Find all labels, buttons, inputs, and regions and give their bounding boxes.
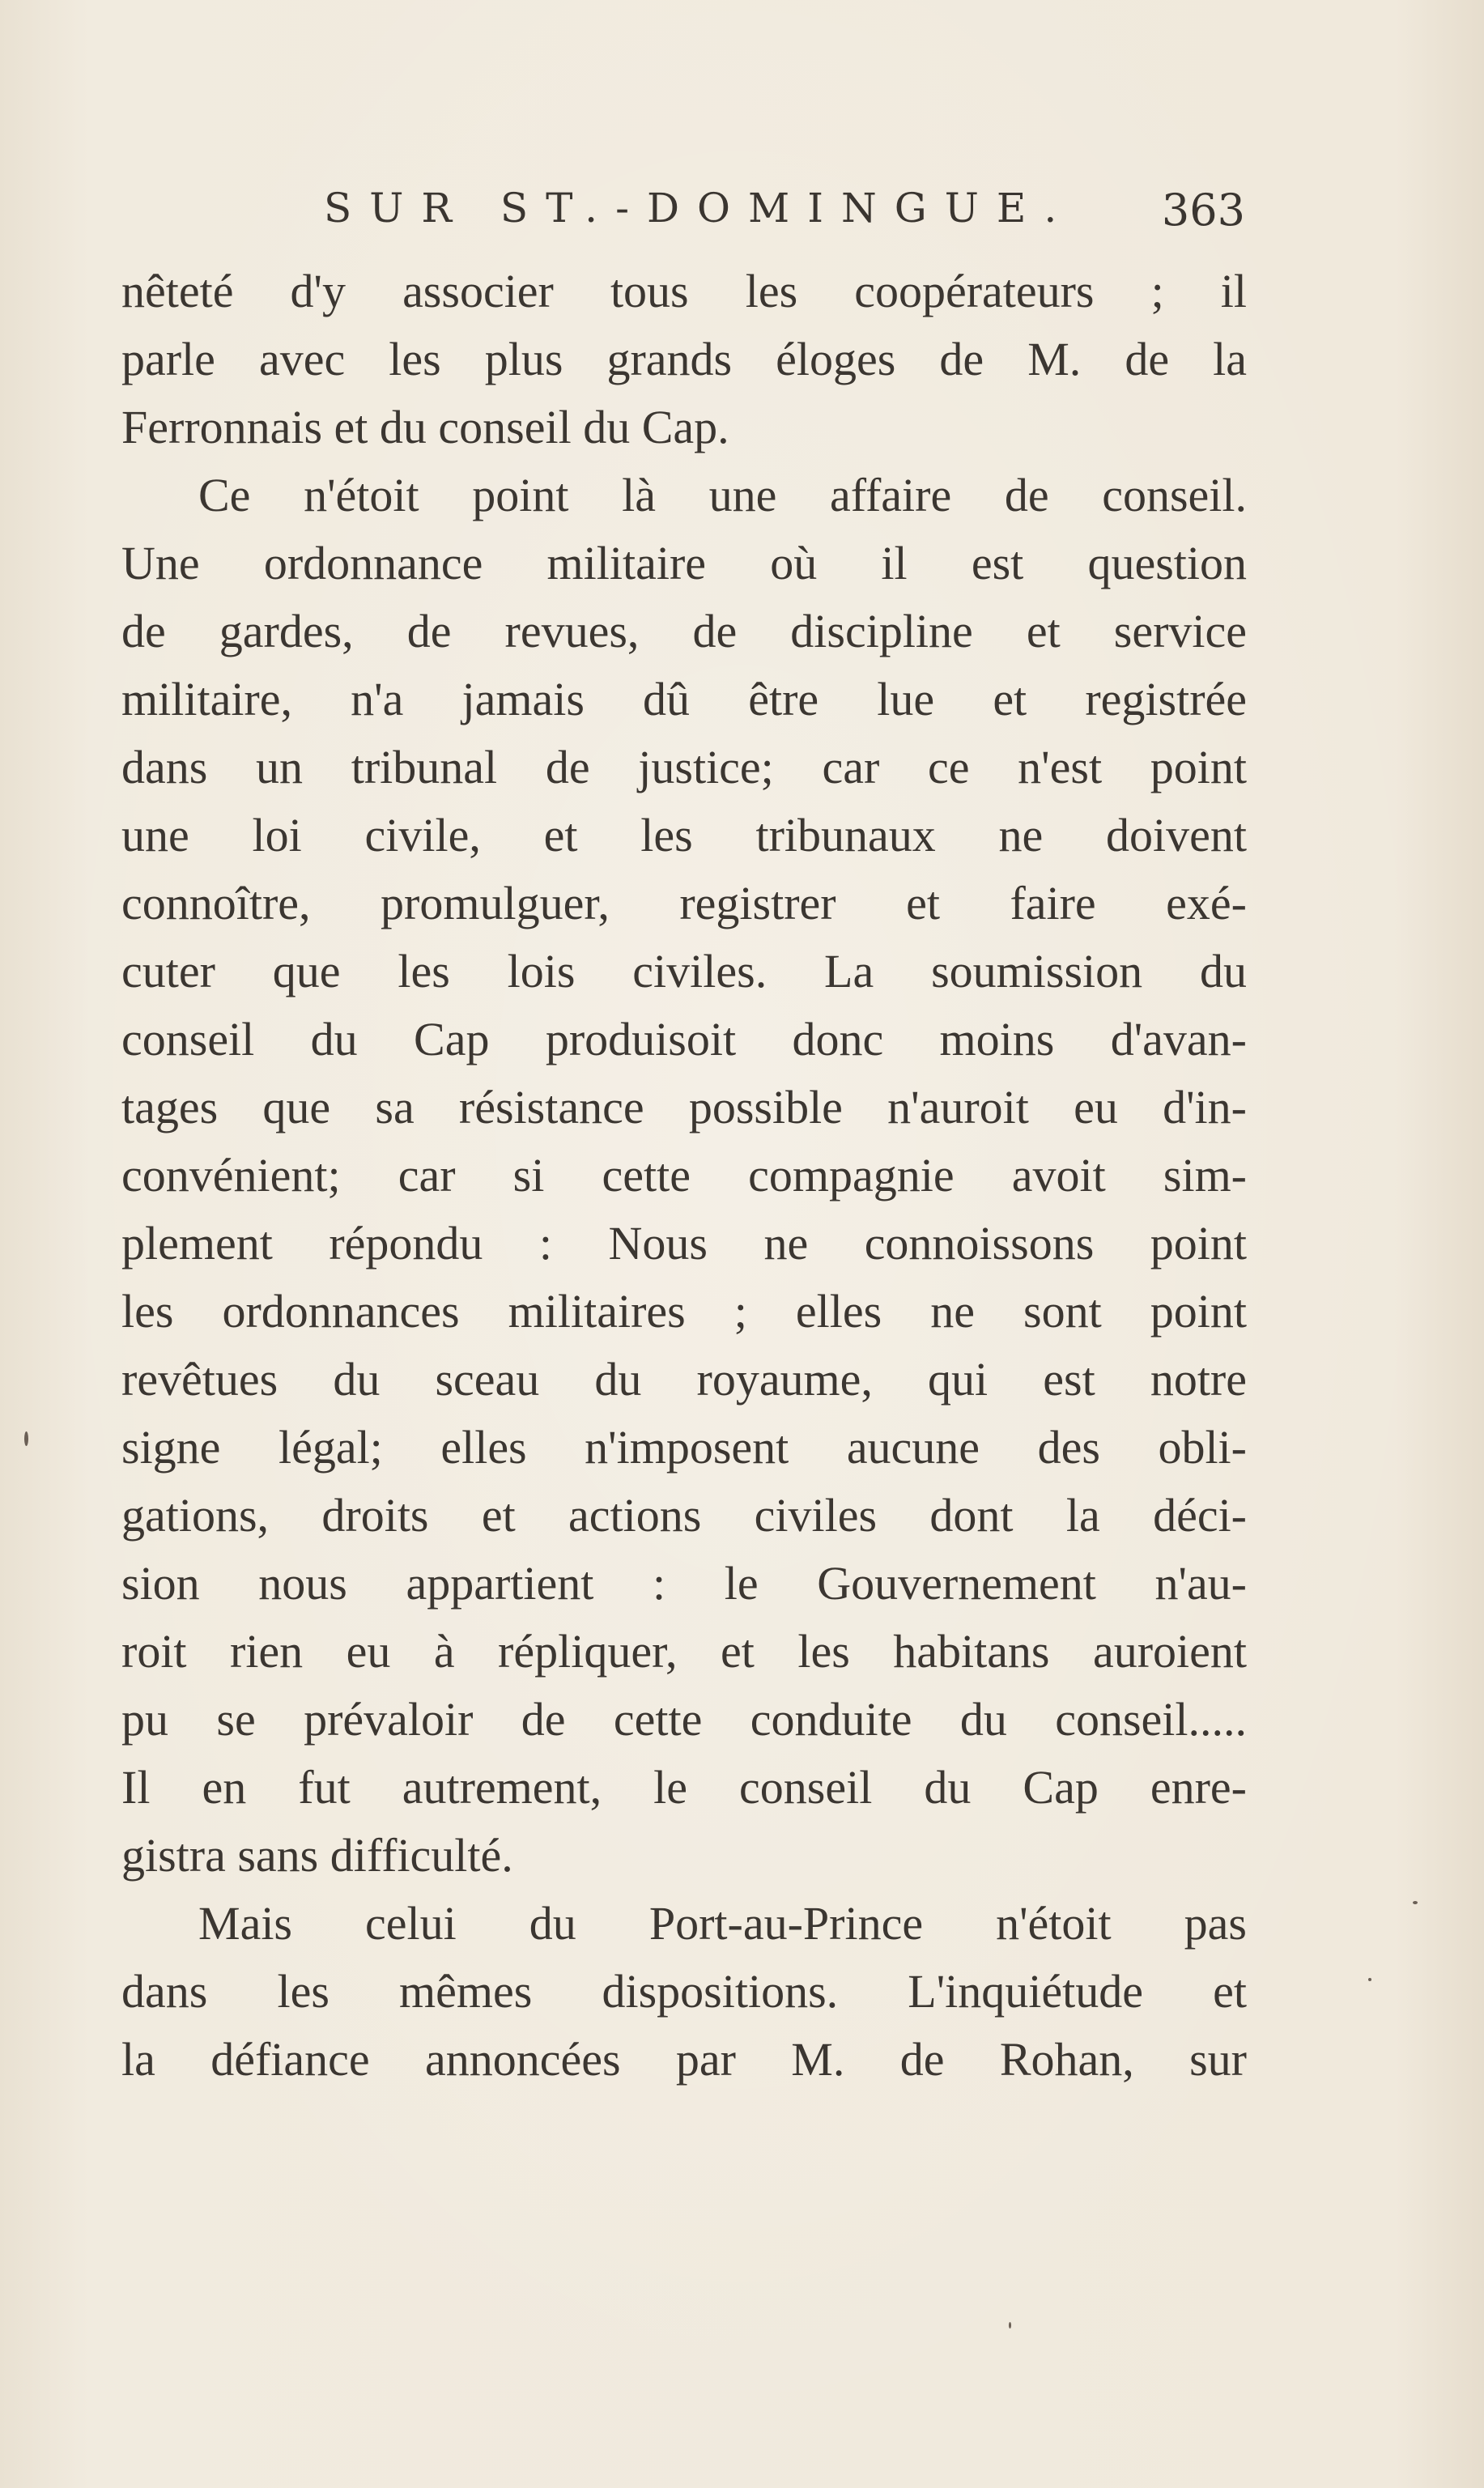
text-line: pu se prévaloir de cette conduite du conseil..... (121, 1693, 1247, 1746)
text-line: nêteté d'y associer tous les coopérateurs ; il (121, 265, 1247, 317)
text-line: militaire, n'a jamais dû être lue et registrée (121, 673, 1247, 725)
paper-speck (1009, 2322, 1011, 2329)
paper-speck (1368, 1978, 1371, 1981)
text-line: de gardes, de revues, de discipline et service (121, 605, 1247, 657)
text-line: Il en fut autrement, le conseil du Cap enre- (121, 1761, 1247, 1814)
text-line: gations, droits et actions civiles dont la déci- (121, 1489, 1247, 1542)
text-line: dans un tribunal de justice; car ce n'est point (121, 741, 1247, 793)
body-text (121, 257, 1247, 2094)
text-line: conseil du Cap produisoit donc moins d'avan- (121, 1013, 1247, 1065)
text-line: la défiance annoncées par M. de Rohan, sur (121, 2033, 1247, 2086)
text-line: plement répondu : Nous ne connoissons point (121, 1217, 1247, 1270)
text-line: cuter que les lois civiles. La soumission du (121, 945, 1247, 997)
text-line: convénient; car si cette compagnie avoit sim- (121, 1149, 1247, 1201)
text-line: Mais celui du Port-au-Prince n'étoit pas (198, 1897, 1247, 1950)
text-line: dans les mêmes dispositions. L'inquiétude et (121, 1965, 1247, 2018)
paper-speck (1413, 1901, 1418, 1904)
text-line: tages que sa résistance possible n'auroit eu d'in- (121, 1081, 1247, 1133)
text-line: Une ordonnance militaire où il est question (121, 537, 1247, 589)
text-line: Ferronnais et du conseil du Cap. (121, 401, 729, 453)
text-line: les ordonnances militaires ; elles ne sont point (121, 1285, 1247, 1338)
text-line: sion nous appartient : le Gouvernement n'au- (121, 1557, 1247, 1610)
text-line: revêtues du sceau du royaume, qui est notre (121, 1353, 1247, 1406)
text-line: gistra sans difficulté. (121, 1829, 513, 1882)
text-line: Ce n'étoit point là une affaire de conseil. (198, 469, 1247, 521)
paper-speck (24, 1431, 28, 1446)
text-line: parle avec les plus grands éloges de M. de la (121, 333, 1247, 385)
page-number: 363 (1161, 185, 1245, 236)
text-line: signe légal; elles n'imposent aucune des obli- (121, 1421, 1247, 1474)
page-header (324, 185, 1245, 249)
text-line: connoître, promulguer, registrer et faire exé- (121, 877, 1247, 929)
text-line: roit rien eu à répliquer, et les habitans auroient (121, 1625, 1247, 1678)
text-line: une loi civile, et les tribunaux ne doivent (121, 809, 1247, 861)
running-head: SUR ST.-DOMINGUE. (324, 185, 1075, 232)
